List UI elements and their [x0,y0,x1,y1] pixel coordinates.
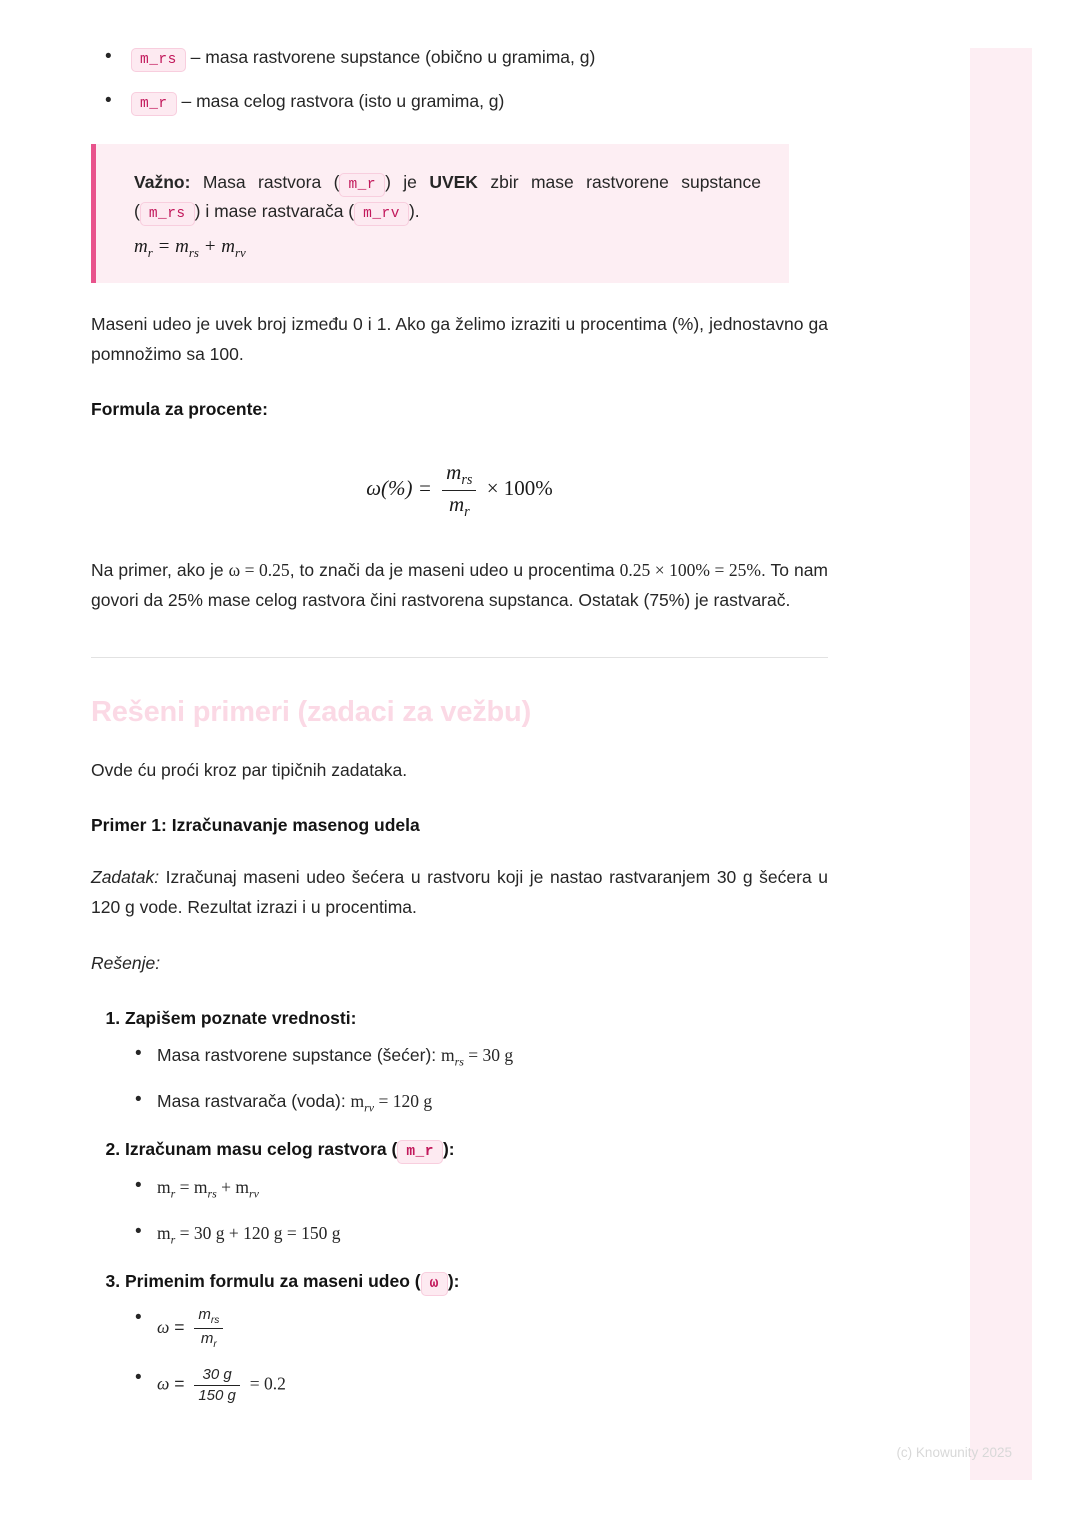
solution-steps [91,1004,828,1404]
example-text-1: Na primer, ako je [91,559,229,580]
task-label: Zadatak: [91,866,160,887]
list-item: • ω = $\frac{m_{rs}}{m_r}$ [125,1306,828,1350]
task-text: Izračunaj maseni udeo šećera u rastvoru koji je nastao rastvaranjem 30 g šećera u 120 g vode. Rezultat izrazi i u procentima. [91,866,828,918]
callout-part-5: ). [408,200,420,221]
callout-formula: $m_r = m_{rs} + m_{rv}$ [134,236,246,261]
list-item-text: – masa celog rastvora (isto u gramima, g) [176,90,505,111]
callout-part-1: Masa rastvora ( [202,171,340,192]
step-title-pre: Izračunam masu celog rastvora ( [125,1138,398,1159]
list-item [91,88,828,116]
formula-rhs: × 100% [486,476,553,501]
callout-emphasis: UVEK [429,171,478,192]
inline-code-omega: ω [421,1272,448,1296]
step-title-pre: Primenim formulu za maseni udeo ( [125,1270,421,1291]
list-item: • ω = $\frac{30 g}{150 g}$ = 0.2 [125,1366,828,1404]
section-divider [91,657,828,658]
formula-numerator: $m_{rs}$ [442,460,476,491]
step-item-list [125,1042,828,1117]
step-fraction: $\frac{m_{rs}}{m_r}$ [194,1306,223,1350]
heading-formula-percent: Formula za procente: [91,399,268,420]
example-heading: Primer 1: Izračunavanje masenog udela [91,814,420,835]
list-item: • Masa rastvarača (voda): $m_{rv} = 120$ g [125,1088,828,1117]
section-title: Rešeni primeri (zadaci za vežbu) [91,695,532,728]
decorative-side-strip [970,48,1032,1480]
example-math-2: 0.25 × 100% = 25% [619,559,761,580]
list-item [91,44,828,72]
callout-part-3: zbir mase rastvorene supstance ( [134,171,761,221]
document-content [91,44,828,1422]
paragraph-percent: Maseni udeo je uvek broj između 0 i 1. Ako ga želimo izraziti u procentima (%), jednostavno ga pomnožimo sa 100. [91,314,828,365]
paragraph-example [91,555,828,615]
inline-code-m-r: m_r [339,173,385,197]
step-fraction: $\frac{30 g}{150 g}$ [194,1366,240,1404]
inline-code-m-rs: m_rs [140,202,195,226]
example-text-2: , to znači da je maseni udeo u procentima [289,559,620,580]
definition-list [91,44,828,116]
callout-text [134,168,761,227]
important-callout [91,144,789,284]
step-title-post: ): [442,1138,455,1159]
step-title: Zapišem poznate vrednosti: [125,1008,357,1029]
formula-fraction [442,460,476,520]
list-item-text: – masa rastvorene supstance (obično u gramima, g) [185,47,596,67]
example-math-1: ω = 0.25 [228,559,290,580]
watermark: (c) Knowunity 2025 [896,1445,1012,1460]
step-item-list [125,1306,828,1404]
inline-code-m-rv: m_rv [354,202,409,226]
list-item: • Masa rastvorene supstance (šećer): $m_{rs} = 30$ g [125,1042,828,1071]
example-text-3: . To nam govori da 25% mase celog rastvora čini rastvorena supstanca. Ostatak (75%) je rastvarač. [91,559,829,610]
formula-percent [91,460,828,520]
inline-code-m-r: m_r [131,92,177,116]
callout-part-2: ) je [385,171,417,192]
step-title-post: ): [447,1270,460,1291]
list-item: • $m_r = 30$ g + 120 g = 150 g [125,1220,828,1249]
list-item: • $m_r = m_{rs} + m_{rv}$ [125,1174,828,1203]
formula-denominator: $m_r$ [448,492,470,521]
inline-code-m-r: m_r [397,1140,443,1164]
solution-label: Rešenje: [91,953,161,974]
solution-step-1 [125,1004,828,1117]
solution-step-3 [125,1267,828,1404]
solution-step-2 [125,1135,828,1249]
callout-label: Važno: [134,171,191,192]
task-paragraph [91,862,828,922]
callout-part-4: ) i mase rastvarača ( [194,200,355,221]
step-item-list [125,1174,828,1249]
section-intro: Ovde ću proći kroz par tipičnih zadataka. [91,759,408,780]
formula-lhs: ω(%) = [366,476,432,501]
inline-code-m-rs: m_rs [131,48,186,72]
